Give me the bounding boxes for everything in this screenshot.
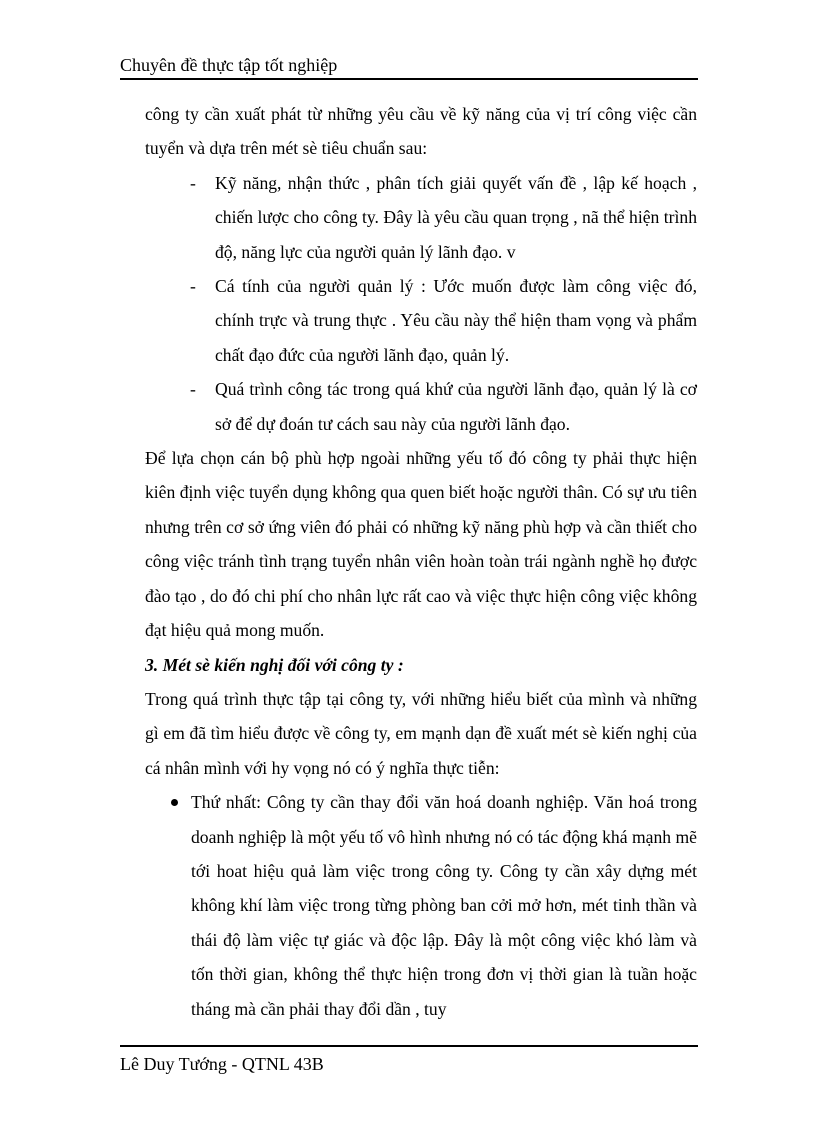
- criteria-item: [145, 166, 697, 269]
- criteria-item: [145, 269, 697, 372]
- selection-paragraph: Để lựa chọn cán bộ phù hợp ngoài những yếu tố đó công ty phải thực hiện kiên định việc tuyển dụng không qua quen biết hoặc người thân. Có sự ưu tiên nhưng trên cơ sở ứng viên đó phải có những kỹ năng phù hợp và cần thiết cho công việc tránh tình trạng tuyển nhân viên hoàn toàn trái ngành nghề họ được đào tạo , do đó chi phí cho nhân lực rất cao và việc thực hiện công việc không đạt hiệu quả mong muốn.: [145, 448, 697, 641]
- page-footer: [120, 1045, 698, 1074]
- recommendation-item: [145, 785, 697, 1026]
- dash-marker: -: [190, 379, 196, 400]
- dash-marker: -: [190, 172, 196, 193]
- document-title: Chuyên đề thực tập tốt nghiệp: [120, 55, 338, 75]
- recommendations-list: [145, 785, 697, 1026]
- author-line: Lê Duy Tướng - QTNL 43B: [120, 1054, 324, 1074]
- criteria-text: Kỹ năng, nhận thức , phân tích giải quyết vấn đề , lập kế hoạch , chiến lược cho công ty. Đây là yêu cầu quan trọng , nã thể hiện trình độ, năng lực của người quản lý lãnh đạo. v: [215, 172, 697, 262]
- page-header: [120, 52, 698, 80]
- criteria-item: [145, 372, 697, 441]
- dash-marker: -: [190, 276, 196, 297]
- section-intro-paragraph: Trong quá trình thực tập tại công ty, với những hiểu biết của mình và những gì em đã tìm hiểu được về công ty, em mạnh dạn đề xuất mét sè kiến nghị của cá nhân mình với hy vọng nó có ý nghĩa thực tiễn:: [145, 688, 697, 778]
- intro-paragraph: công ty cần xuất phát từ những yêu cầu về kỹ năng của vị trí công việc cần tuyển và dựa trên mét sè tiêu chuẩn sau:: [145, 104, 697, 159]
- criteria-text: Cá tính của người quản lý : Ước muốn được làm công việc đó, chính trực và trung thực . Yêu cầu này thể hiện tham vọng và phẩm chất đạo đức của người lãnh đạo, quản lý.: [215, 276, 697, 365]
- recommendation-text: Thứ nhất: Công ty cần thay đổi văn hoá doanh nghiệp. Văn hoá trong doanh nghiệp là một yếu tố vô hình nhưng nó có tác động khá mạnh mẽ tới hoat hiệu quả làm việc trong công ty. Công ty cần xây dựng mét không khí làm việc trong từng phòng ban cởi mở hơn, mét tinh thần và thái độ làm việc tự giác và độc lập. Đây là một công việc khó làm và tốn thời gian, không thể thực hiện trong đơn vị thời gian là tuần hoặc tháng mà cần phải thay đổi dần , tuy: [191, 792, 697, 1019]
- document-body: [145, 97, 697, 1026]
- section-heading: 3. Mét sè kiến nghị đối với công ty :: [145, 654, 404, 675]
- criteria-text: Quá trình công tác trong quá khứ của người lãnh đạo, quản lý là cơ sở để dự đoán tư cách sau này của người lãnh đạo.: [215, 379, 697, 434]
- bullet-icon: [171, 799, 178, 806]
- criteria-list: [145, 166, 697, 441]
